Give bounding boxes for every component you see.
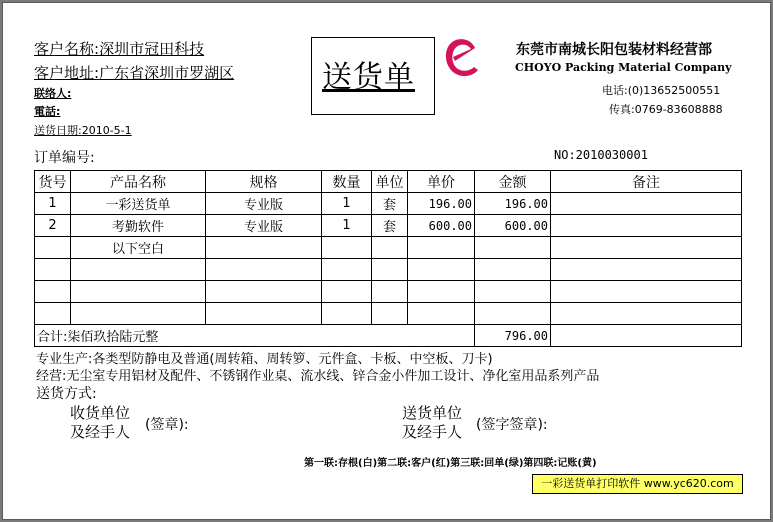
cell-remarks [551, 215, 742, 237]
cell-unit-price [408, 259, 475, 281]
customer-address-row [34, 62, 234, 83]
sender-sign-label: (签字签章): [476, 417, 548, 433]
cell-unit [372, 303, 408, 325]
software-ad-link[interactable]: 一彩送货单打印软件 www.yc620.com [532, 474, 743, 494]
cell-amount: 600.00 [475, 215, 551, 237]
cell-amount: 196.00 [475, 193, 551, 215]
cell-product-name [71, 303, 206, 325]
company-logo-icon [441, 34, 483, 80]
receiver-label-line1: 收货单位 [70, 404, 131, 422]
cell-spec [206, 237, 322, 259]
cell-unit-price [408, 281, 475, 303]
cell-unit-price: 600.00 [408, 215, 475, 237]
table-row [35, 281, 742, 303]
cell-quantity: 1 [322, 193, 372, 215]
cell-unit [372, 237, 408, 259]
company-phone: 电话:(0)13652500551 [602, 84, 721, 97]
cell-item-no [35, 259, 71, 281]
cell-amount [475, 237, 551, 259]
cell-product-name: 一彩送货单 [71, 193, 206, 215]
header-item-no: 货号 [35, 171, 71, 193]
receiver-sign-label: (签章): [145, 417, 189, 433]
table-row [35, 259, 742, 281]
order-number: NO:2010030001 [554, 148, 648, 162]
phone-label: 電話: [34, 105, 61, 118]
sender-block [402, 404, 462, 442]
sender-label-line1: 送货单位 [402, 404, 463, 422]
header-amount: 金额 [475, 171, 551, 193]
cell-unit [372, 259, 408, 281]
cell-quantity [322, 281, 372, 303]
order-number-label: 订单编号: [34, 150, 95, 166]
cell-spec [206, 303, 322, 325]
cell-product-name [71, 259, 206, 281]
table-total-row [35, 325, 742, 347]
header-unit-price: 单价 [408, 171, 475, 193]
header-product-name: 产品名称 [71, 171, 206, 193]
contact-person-label: 联络人: [34, 87, 72, 100]
document-title: 送货单 [322, 60, 415, 95]
cell-quantity: 1 [322, 215, 372, 237]
table-row [35, 303, 742, 325]
cell-spec: 专业版 [206, 193, 322, 215]
cell-quantity [322, 237, 372, 259]
shipping-method-label: 送货方式: [36, 386, 97, 402]
cell-remarks [551, 259, 742, 281]
company-name: 东莞市南城长阳包装材料经营部 [516, 42, 712, 58]
cell-unit-price [408, 237, 475, 259]
customer-name-row [34, 38, 204, 59]
cell-remarks [551, 281, 742, 303]
cell-remarks [551, 237, 742, 259]
header-unit: 单位 [372, 171, 408, 193]
cell-amount [475, 281, 551, 303]
cell-spec [206, 281, 322, 303]
table-header-row [35, 171, 742, 193]
table-row [35, 193, 742, 215]
receiver-label-line2: 及经手人 [70, 423, 131, 441]
total-amount: 796.00 [475, 325, 551, 347]
company-name-english: CHOYO Packing Material Company [515, 61, 732, 74]
cell-spec: 专业版 [206, 215, 322, 237]
header-quantity: 数量 [322, 171, 372, 193]
cell-unit [372, 281, 408, 303]
sender-label-line2: 及经手人 [402, 423, 463, 441]
header-remarks: 备注 [551, 171, 742, 193]
cell-unit: 套 [372, 193, 408, 215]
receiver-block [70, 404, 130, 442]
copy-distribution: 第一联:存根(白)第二联:客户(红)第三联:回单(绿)第四联:记账(黄) [304, 458, 597, 469]
customer-name-value: 深圳市冠田科技 [99, 40, 205, 58]
business-scope-line1: 专业生产:各类型防静电及普通(周转箱、周转箩、元件盒、卡板、中空板、刀卡) [36, 352, 493, 367]
goods-table [34, 170, 742, 347]
delivery-date-label: 送货日期: [34, 124, 82, 137]
cell-remarks [551, 303, 742, 325]
cell-amount [475, 259, 551, 281]
delivery-date-row [34, 122, 132, 138]
cell-spec [206, 259, 322, 281]
business-scope-line2: 经营:无尘室专用铝材及配件、不锈钢作业桌、流水线、锌合金小件加工设计、净化室用品系列产品 [36, 369, 600, 384]
cell-item-no: 2 [35, 215, 71, 237]
customer-address-label: 客户地址: [34, 64, 100, 82]
cell-item-no [35, 281, 71, 303]
cell-product-name: 以下空白 [71, 237, 206, 259]
cell-item-no [35, 303, 71, 325]
cell-unit: 套 [372, 215, 408, 237]
cell-remarks [551, 193, 742, 215]
cell-product-name [71, 281, 206, 303]
cell-item-no: 1 [35, 193, 71, 215]
company-fax: 传真:0769-83608888 [609, 103, 723, 116]
total-in-words: 合计:柒佰玖拾陆元整 [35, 325, 475, 347]
header-spec: 规格 [206, 171, 322, 193]
total-remarks [551, 325, 742, 347]
delivery-date-value: 2010-5-1 [81, 124, 132, 137]
table-row [35, 215, 742, 237]
cell-item-no [35, 237, 71, 259]
cell-quantity [322, 303, 372, 325]
cell-amount [475, 303, 551, 325]
cell-quantity [322, 259, 372, 281]
customer-name-label: 客户名称: [34, 40, 100, 58]
title-box [311, 37, 435, 115]
cell-unit-price: 196.00 [408, 193, 475, 215]
cell-unit-price [408, 303, 475, 325]
cell-product-name: 考勤软件 [71, 215, 206, 237]
customer-address-value: 广东省深圳市罗湖区 [99, 64, 235, 82]
delivery-note-paper [2, 2, 771, 520]
table-row [35, 237, 742, 259]
